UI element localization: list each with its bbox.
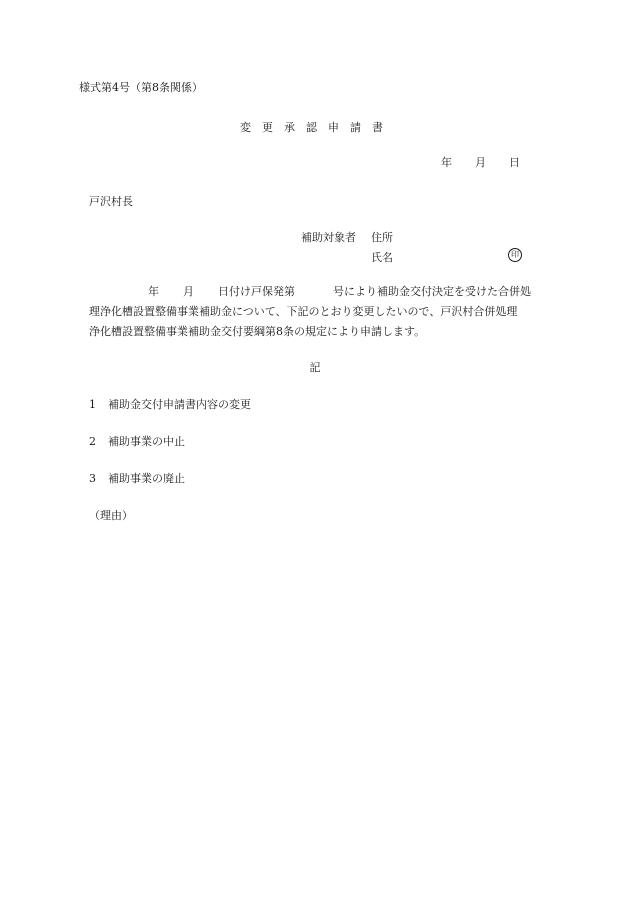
date-day-label: 日 [509, 156, 520, 169]
ki-heading: 記 [309, 361, 321, 374]
applicant-label: 補助対象者 [301, 231, 356, 244]
name-label: 氏名 [371, 251, 393, 264]
list-item [89, 436, 185, 447]
document-title: 変更承認申請書 [240, 121, 394, 134]
date-year-label: 年 [441, 156, 452, 169]
date-month-label: 月 [475, 156, 486, 169]
item-text: 補助事業の中止 [108, 435, 185, 448]
form-number: 様式第4号（第8条関係） [79, 81, 203, 94]
list-item [89, 399, 251, 410]
address-label: 住所 [371, 231, 393, 244]
item-text: 補助金交付申請書内容の変更 [108, 398, 251, 411]
addressee: 戸沢村長 [89, 195, 133, 208]
body-month-label: 月 [183, 285, 194, 298]
item-text: 補助事業の廃止 [108, 472, 185, 485]
body-line-3: 浄化槽設置整備事業補助金交付要綱第8条の規定により申請します。 [89, 325, 426, 338]
item-number: 2 [89, 435, 96, 448]
item-number: 3 [89, 472, 96, 485]
body-year-label: 年 [148, 285, 159, 298]
list-item [89, 473, 185, 484]
seal-mark: 印 [508, 248, 522, 262]
item-number: 1 [89, 398, 96, 411]
body-line-1 [89, 282, 549, 302]
body-line-2: 理浄化槽設置整備事業補助金について、下記のとおり変更したいので、戸沢村合併処理 [89, 305, 518, 318]
body-day-prefix: 日付け戸保発第 [218, 285, 295, 298]
body-line-1-rest: 号により補助金交付決定を受けた合併処 [333, 285, 531, 298]
body-paragraph [89, 282, 549, 342]
reason-label: （理由） [89, 509, 133, 522]
date-line [441, 157, 520, 168]
